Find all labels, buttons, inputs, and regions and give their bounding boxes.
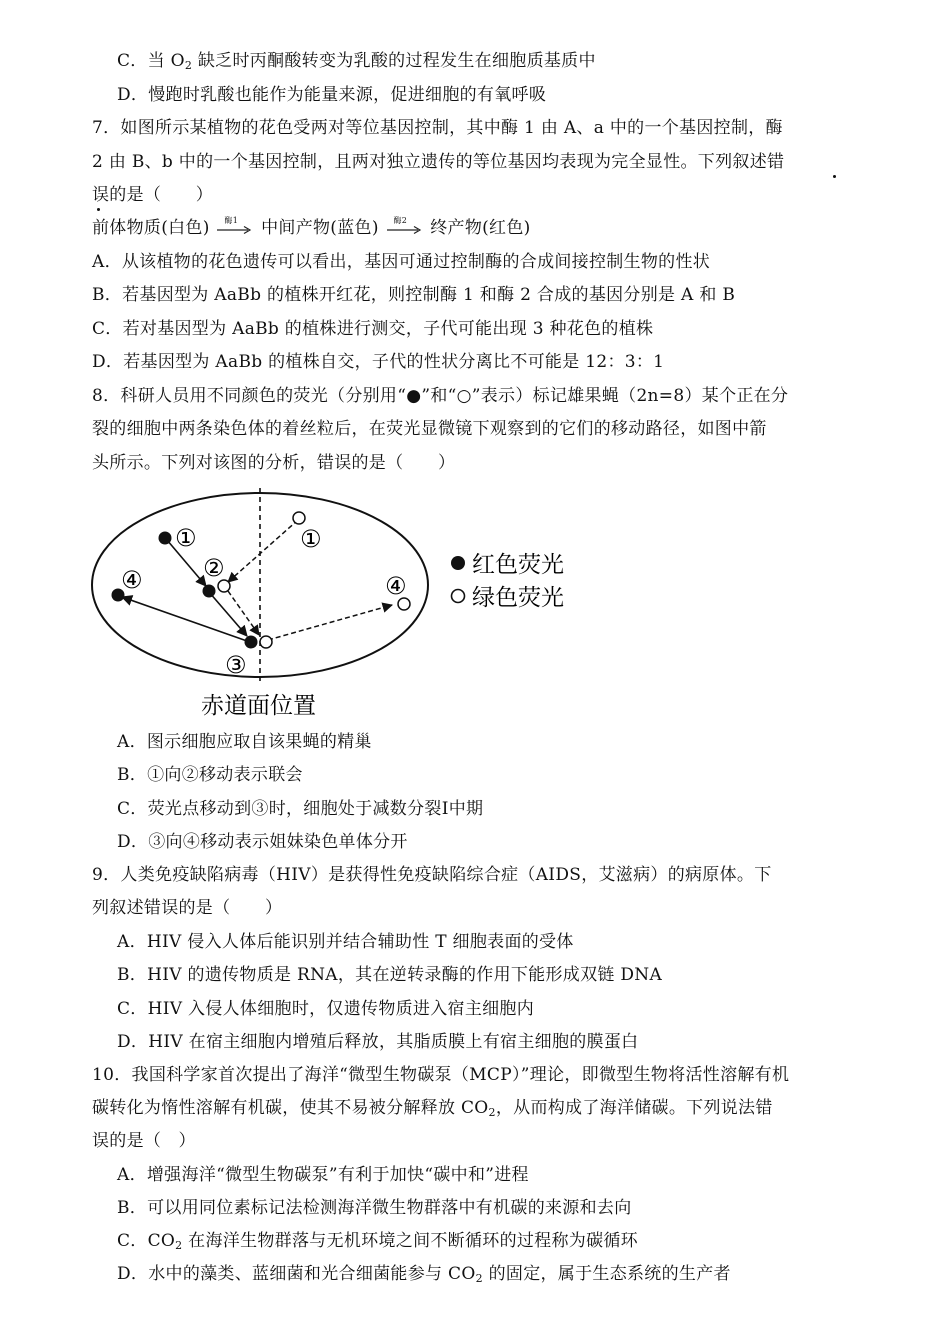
emphasis-dot [97,208,100,211]
q9-stem-line1: 9．人类免疫缺陷病毒（HIV）是获得性免疫缺陷综合症（AIDS，艾滋病）的病原体。下 [92,865,772,885]
legend-green-dot-icon [452,590,465,603]
red-dot-1 [159,532,172,545]
red-dot-2 [203,585,216,598]
pathway-final: 终产物(红色) [430,218,531,238]
q7-stem-line3: 误的是（ ） [92,185,214,205]
green-dot-3 [260,636,272,648]
label-green-4: ④ [385,572,407,600]
pathway-intermediate: 中间产物(蓝色) [261,218,379,238]
q9-option-b: B．HIV 的遗传物质是 RNA，其在逆转录酶的作用下能形成双链 DNA [117,965,663,985]
red-path-3-4 [122,597,247,641]
green-path-3-4 [268,605,392,640]
q10-option-a: A．增强海洋“微型生物碳泵”有利于加快“碳中和”进程 [117,1165,529,1185]
enzyme2-arrow-icon: 酶2 [385,217,425,237]
q8-option-c: C．荧光点移动到③时，细胞处于减数分裂Ⅰ中期 [117,799,484,819]
q10-option-d: D．水中的藻类、蓝细菌和光合细菌能参与 $CO_2$ 的固定，属于生态系统的生产者 [117,1264,731,1285]
green-path-2-3 [228,591,259,635]
q9-option-c: C．HIV 入侵人体细胞时，仅遗传物质进入宿主细胞内 [117,999,535,1019]
label-red-4: ④ [121,566,143,594]
q8-stem-line3: 头所示。下列对该图的分析，错误的是（ ） [92,453,456,473]
q6-option-c: C．当 $O_2$ 缺乏时丙酮酸转变为乳酸的过程发生在细胞质基质中 [117,51,596,72]
green-dot-1 [293,512,305,524]
q7-option-d: D．若基因型为 AaBb 的植株自交，子代的性状分离比不可能是 12：3：1 [92,352,665,372]
q8-option-a: A．图示细胞应取自该果蝇的精巢 [117,732,372,752]
q6-option-d: D．慢跑时乳酸也能作为能量来源，促进细胞的有氧呼吸 [117,85,547,105]
green-path-1-2 [228,520,298,582]
equator-caption: 赤道面位置 [201,693,316,719]
q7-option-a: A．从该植物的花色遗传可以看出，基因可通过控制酶的合成间接控制生物的性状 [92,252,711,272]
emphasis-dot [833,175,836,178]
q9-stem-line2: 列叙述错误的是（ ） [92,898,283,918]
label-green-1: ① [300,525,322,553]
q7-option-c: C．若对基因型为 AaBb 的植株进行测交，子代可能出现 3 种花色的植株 [92,319,654,339]
label-red-1: ① [175,524,197,552]
q7-option-b: B．若基因型为 AaBb 的植株开红花，则控制酶 1 和酶 2 合成的基因分别是 A 和 B [92,285,736,305]
pathway-precursor: 前体物质(白色) [92,218,210,238]
q8-figure [85,483,585,723]
label-red-2: ② [203,554,225,582]
q8-option-b: B．①向②移动表示联会 [117,765,303,785]
q8-option-d: D．③向④移动表示姐妹染色单体分开 [117,832,408,852]
legend-red-label: 红色荧光 [472,552,564,578]
q8-stem-line2: 裂的细胞中两条染色体的着丝粒后，在荧光显微镜下观察到的它们的移动路径，如图中箭 [92,419,767,439]
q10-option-b: B．可以用同位素标记法检测海洋微生物群落中有机碳的来源和去向 [117,1198,632,1218]
q7-stem-line1: 7．如图所示某植物的花色受两对等位基因控制，其中酶 1 由 A、a 中的一个基因控制，酶 [92,118,783,138]
red-dot-3 [245,636,258,649]
q7-pathway [92,217,531,239]
legend-green-label: 绿色荧光 [472,585,564,611]
label-red-3: ③ [225,651,247,679]
q10-option-c: C．$CO_2$ 在海洋生物群落与无机环境之间不断循环的过程称为碳循环 [117,1231,638,1252]
q10-stem-line2: 碳转化为惰性溶解有机碳，使其不易被分解释放 $CO_2$，从而构成了海洋储碳。下列说法错 [92,1098,773,1119]
q7-stem-line2: 2 由 B、b 中的一个基因控制，且两对独立遗传的等位基因均表现为完全显性。下列叙述错 [92,152,785,172]
q8-stem-line1: 8．科研人员用不同颜色的荧光（分别用“●”和“○”表示）标记雄果蝇（2n=8）某个正在分 [92,386,789,406]
legend-red-dot-icon [451,556,465,570]
q9-option-d: D．HIV 在宿主细胞内增殖后释放，其脂质膜上有宿主细胞的膜蛋白 [117,1032,639,1052]
q10-stem-line3: 误的是（ ） [92,1131,196,1151]
q9-option-a: A．HIV 侵入人体后能识别并结合辅助性 T 细胞表面的受体 [117,932,574,952]
enzyme1-arrow-icon: 酶1 [215,217,255,237]
q10-stem-line1: 10．我国科学家首次提出了海洋“微型生物碳泵（MCP）”理论，即微型生物将活性溶解有机 [92,1065,790,1085]
